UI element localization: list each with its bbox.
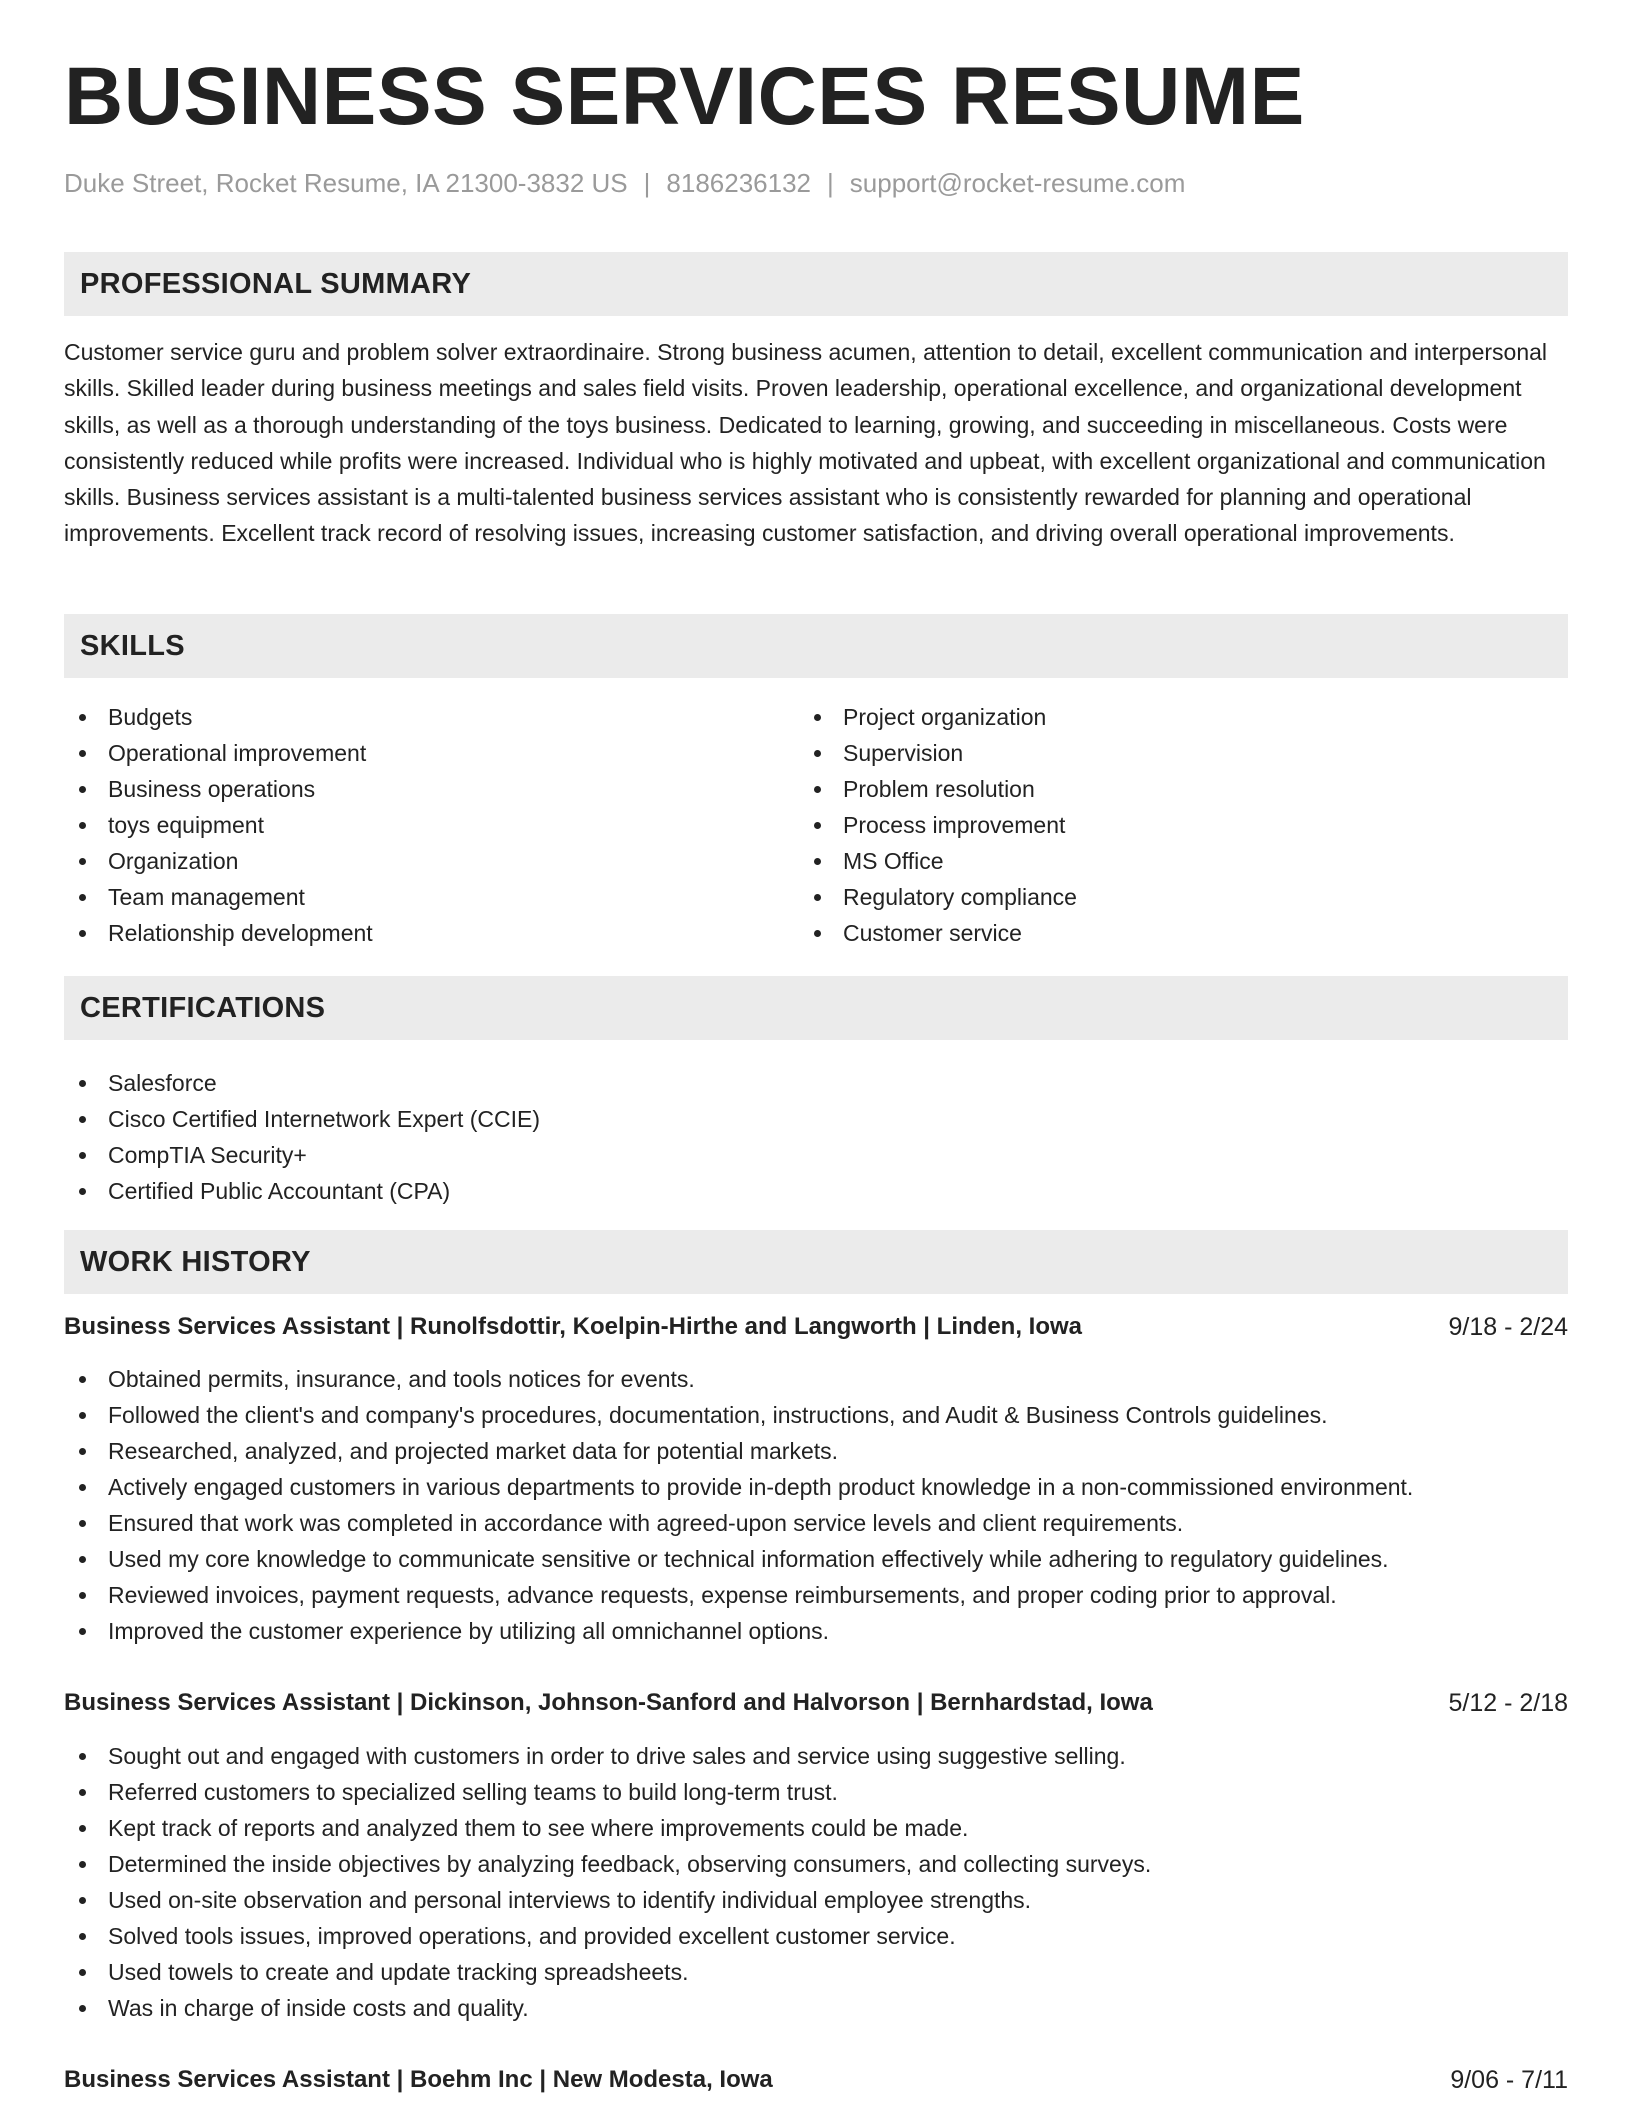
skills-column-left [64,699,373,951]
job-bullet-list [64,1361,1413,1649]
skill-item: Organization [64,843,373,879]
job-bullet: Followed the client's and company's procedures, documentation, instructions, and Audit & Business Controls guidelines. [64,1397,1413,1433]
skill-item: Operational improvement [64,735,373,771]
contact-separator: | [643,168,651,198]
job-dates: 5/12 - 2/18 [1448,1689,1568,1717]
job-bullet: Reviewed invoices, payment requests, advance requests, expense reimbursements, and proper coding prior to approval. [64,1577,1413,1613]
job-title: Business Services Assistant | Dickinson, Johnson-Sanford and Halvorson | Bernhardstad, Iowa [64,1689,1153,1716]
skill-item: Project organization [799,699,1077,735]
contact-line [64,168,1185,199]
section-header-skills: SKILLS [64,614,1568,678]
section-header-summary: PROFESSIONAL SUMMARY [64,252,1568,316]
contact-address: Duke Street, Rocket Resume, IA 21300-3832 US [64,168,628,198]
job-bullet: Used towels to create and update tracking spreadsheets. [64,1954,1151,1990]
job-title: Business Services Assistant | Boehm Inc | New Modesta, Iowa [64,2066,773,2093]
skill-item: MS Office [799,843,1077,879]
skills-column-right [799,699,1077,951]
skill-item: Problem resolution [799,771,1077,807]
skill-item: Process improvement [799,807,1077,843]
resume-title: BUSINESS SERVICES RESUME [64,51,1305,142]
job-heading [64,1311,1568,1343]
skill-item: Customer service [799,915,1077,951]
job-bullet: Ensured that work was completed in accordance with agreed-upon service levels and client requirements. [64,1505,1413,1541]
skill-item: Regulatory compliance [799,879,1077,915]
skills-list-left [64,699,373,951]
job-bullet: Kept track of reports and analyzed them to see where improvements could be made. [64,1810,1151,1846]
skill-item: toys equipment [64,807,373,843]
skill-item: Relationship development [64,915,373,951]
skill-item: Business operations [64,771,373,807]
section-header-work-history: WORK HISTORY [64,1230,1568,1294]
section-header-certifications: CERTIFICATIONS [64,976,1568,1040]
job-bullet: Actively engaged customers in various departments to provide in-depth product knowledge in a non-commissioned environment. [64,1469,1413,1505]
job-bullets [64,1361,1413,1649]
job-bullet: Researched, analyzed, and projected market data for potential markets. [64,1433,1413,1469]
contact-email: support@rocket-resume.com [849,168,1186,198]
job-heading [64,1687,1568,1719]
skills-list-right [799,699,1077,951]
job-dates: 9/18 - 2/24 [1448,1313,1568,1341]
job-heading [64,2064,1568,2096]
job-bullet: Used my core knowledge to communicate sensitive or technical information effectively while adhering to regulatory guidelines. [64,1541,1413,1577]
skill-item: Budgets [64,699,373,735]
skill-item: Supervision [799,735,1077,771]
job-dates: 9/06 - 7/11 [1450,2066,1568,2094]
certification-item: Salesforce [64,1065,540,1101]
job-bullet: Referred customers to specialized selling teams to build long-term trust. [64,1774,1151,1810]
job-bullet: Used on-site observation and personal interviews to identify individual employee strengths. [64,1882,1151,1918]
skill-item: Team management [64,879,373,915]
certification-item: CompTIA Security+ [64,1137,540,1173]
certifications-block [64,1065,540,1209]
job-bullets [64,1738,1151,2026]
summary-text: Customer service guru and problem solver extraordinaire. Strong business acumen, attention to detail, excellent communication and interpersonal skills. Skilled leader during business meetings and sales field visits. Proven leadership, operational excellence, and organizational development skills, as well as a thorough understanding of the toys business. Dedicated to learning, growing, and succeeding in miscellaneous. Costs were consistently reduced while profits were increased. Individual who is highly motivated and upbeat, with excellent organizational and communication skills. Business services assistant is a multi-talented business services assistant who is consistently rewarded for planning and operational improvements. Excellent track record of resolving issues, increasing customer satisfaction, and driving overall operational improvements. [64,339,1548,547]
certification-item: Certified Public Accountant (CPA) [64,1173,540,1209]
job-bullet: Obtained permits, insurance, and tools notices for events. [64,1361,1413,1397]
contact-separator: | [827,168,834,198]
job-bullet: Solved tools issues, improved operations, and provided excellent customer service. [64,1918,1151,1954]
job-bullet: Improved the customer experience by utilizing all omnichannel options. [64,1613,1413,1649]
job-title: Business Services Assistant | Runolfsdottir, Koelpin-Hirthe and Langworth | Linden, Iowa [64,1313,1083,1340]
job-bullet-list [64,1738,1151,2026]
job-bullet: Was in charge of inside costs and quality. [64,1990,1151,2026]
certification-item: Cisco Certified Internetwork Expert (CCIE) [64,1101,540,1137]
certifications-list [64,1065,540,1209]
job-bullet: Determined the inside objectives by analyzing feedback, observing consumers, and collecting surveys. [64,1846,1151,1882]
job-bullet: Sought out and engaged with customers in order to drive sales and service using suggestive selling. [64,1738,1151,1774]
contact-phone: 8186236132 [666,168,812,198]
